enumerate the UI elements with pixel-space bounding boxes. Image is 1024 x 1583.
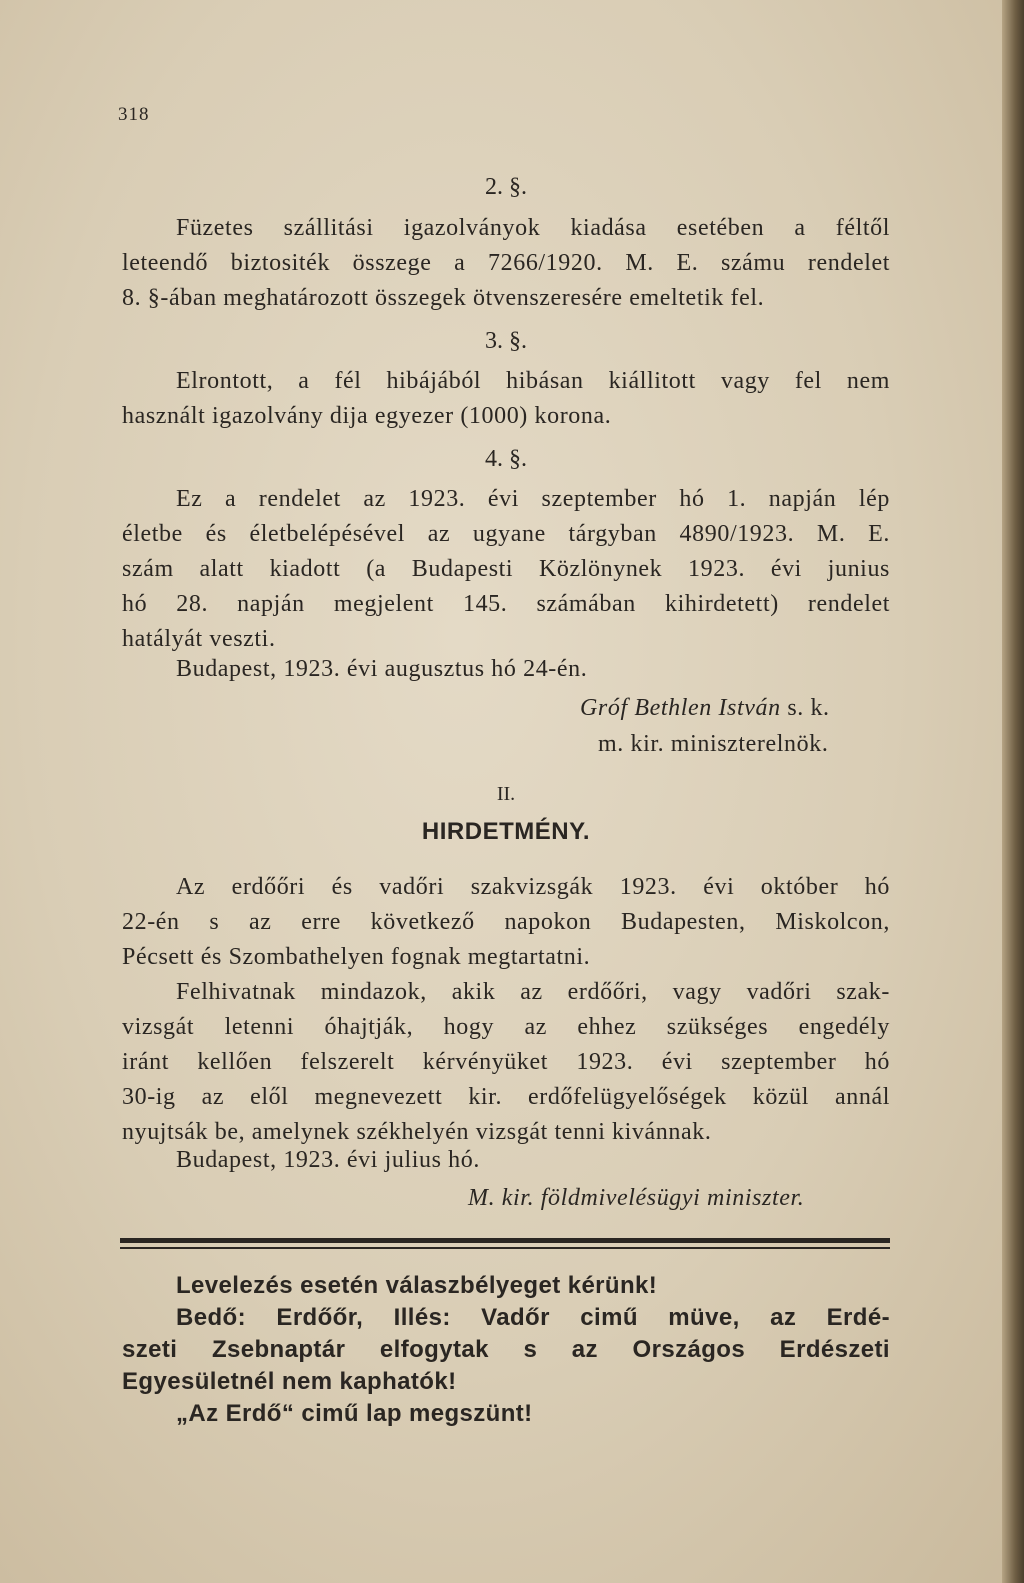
hirdetmeny-line: nyujtsák be, amelynek székhelyén vizsgát tenni kivánnak. [122, 1119, 712, 1145]
section-4-line: hatályát veszti. [122, 626, 276, 652]
section-roman-numeral: II. [496, 783, 516, 805]
section-4-body [122, 482, 890, 657]
hirdetmeny-paragraph-2 [122, 975, 890, 1150]
hirdetmeny-line: Felhivatnak mindazok, akik az erdőőri, vagy vadőri szak- [176, 979, 890, 1005]
notice-line: Levelezés esetén válaszbélyeget kérünk! [176, 1272, 658, 1299]
divider-thick [120, 1238, 890, 1243]
hirdetmeny-paragraph-1 [122, 870, 890, 975]
section-2-body [122, 211, 890, 316]
hirdetmeny-line: iránt kellően felszerelt kérvényüket 1923. évi szeptember hó [122, 1049, 890, 1075]
notice-line: „Az Erdő“ cimű lap megszünt! [176, 1400, 533, 1427]
notice-line: Bedő: Erdőőr, Illés: Vadőr cimű müve, az Erdé- [176, 1304, 890, 1331]
section-4-date: Budapest, 1923. évi augusztus hó 24-én. [176, 656, 588, 682]
divider-thin [120, 1247, 890, 1249]
hirdetmeny-signature: M. kir. földmivelésügyi miniszter. [468, 1185, 805, 1211]
section-2-heading: 2. §. [485, 174, 527, 200]
page-edge-shadow [1002, 0, 1024, 1583]
section-4-line: életbe és életbelépésével az ugyane tárgyban 4890/1923. M. E. [122, 521, 890, 547]
signature-suffix: s. k. [787, 695, 830, 721]
hirdetmeny-line: 30-ig az elől megnevezett kir. erdőfelügyelőségek közül annál [122, 1084, 890, 1110]
signature-name [580, 695, 830, 722]
section-3-line: Elrontott, a fél hibájából hibásan kiállitott vagy fel nem [176, 368, 890, 394]
signature-name-text: Gróf Bethlen István [580, 695, 781, 721]
section-2-line: Füzetes szállitási igazolványok kiadása esetében a féltől [176, 215, 890, 241]
section-3-line: használt igazolvány dija egyezer (1000) korona. [122, 403, 612, 429]
notice-line: Egyesületnél nem kaphatók! [122, 1368, 457, 1395]
hirdetmeny-line: vizsgát letenni óhajtják, hogy az ehhez szükséges engedély [122, 1014, 890, 1040]
page-number: 318 [118, 104, 150, 125]
publisher-notice [122, 1270, 890, 1430]
section-4-line: hó 28. napján megjelent 145. számában kihirdetett) rendelet [122, 591, 890, 617]
signature-title: m. kir. miniszterelnök. [598, 731, 829, 757]
notice-line: szeti Zsebnaptár elfogytak s az Országos Erdészeti [122, 1336, 890, 1363]
section-4-heading: 4. §. [485, 446, 527, 472]
section-2-line: 8. §-ában meghatározott összegek ötvenszeresére emeltetik fel. [122, 285, 765, 311]
section-2-line: leteendő biztositék összege a 7266/1920. M. E. számu rendelet [122, 250, 890, 276]
hirdetmeny-title: HIRDETMÉNY. [421, 818, 591, 845]
section-4-line: Ez a rendelet az 1923. évi szeptember hó 1. napján lép [176, 486, 890, 512]
section-4-line: szám alatt kiadott (a Budapesti Közlönynek 1923. évi junius [122, 556, 890, 582]
hirdetmeny-line: Pécsett és Szombathelyen fognak megtartatni. [122, 944, 591, 970]
hirdetmeny-line: Az erdőőri és vadőri szakvizsgák 1923. évi október hó [176, 874, 890, 900]
section-3-body [122, 364, 890, 434]
hirdetmeny-date: Budapest, 1923. évi julius hó. [176, 1147, 480, 1173]
section-3-heading: 3. §. [485, 328, 527, 354]
hirdetmeny-line: 22-én s az erre következő napokon Budapesten, Miskolcon, [122, 909, 890, 935]
